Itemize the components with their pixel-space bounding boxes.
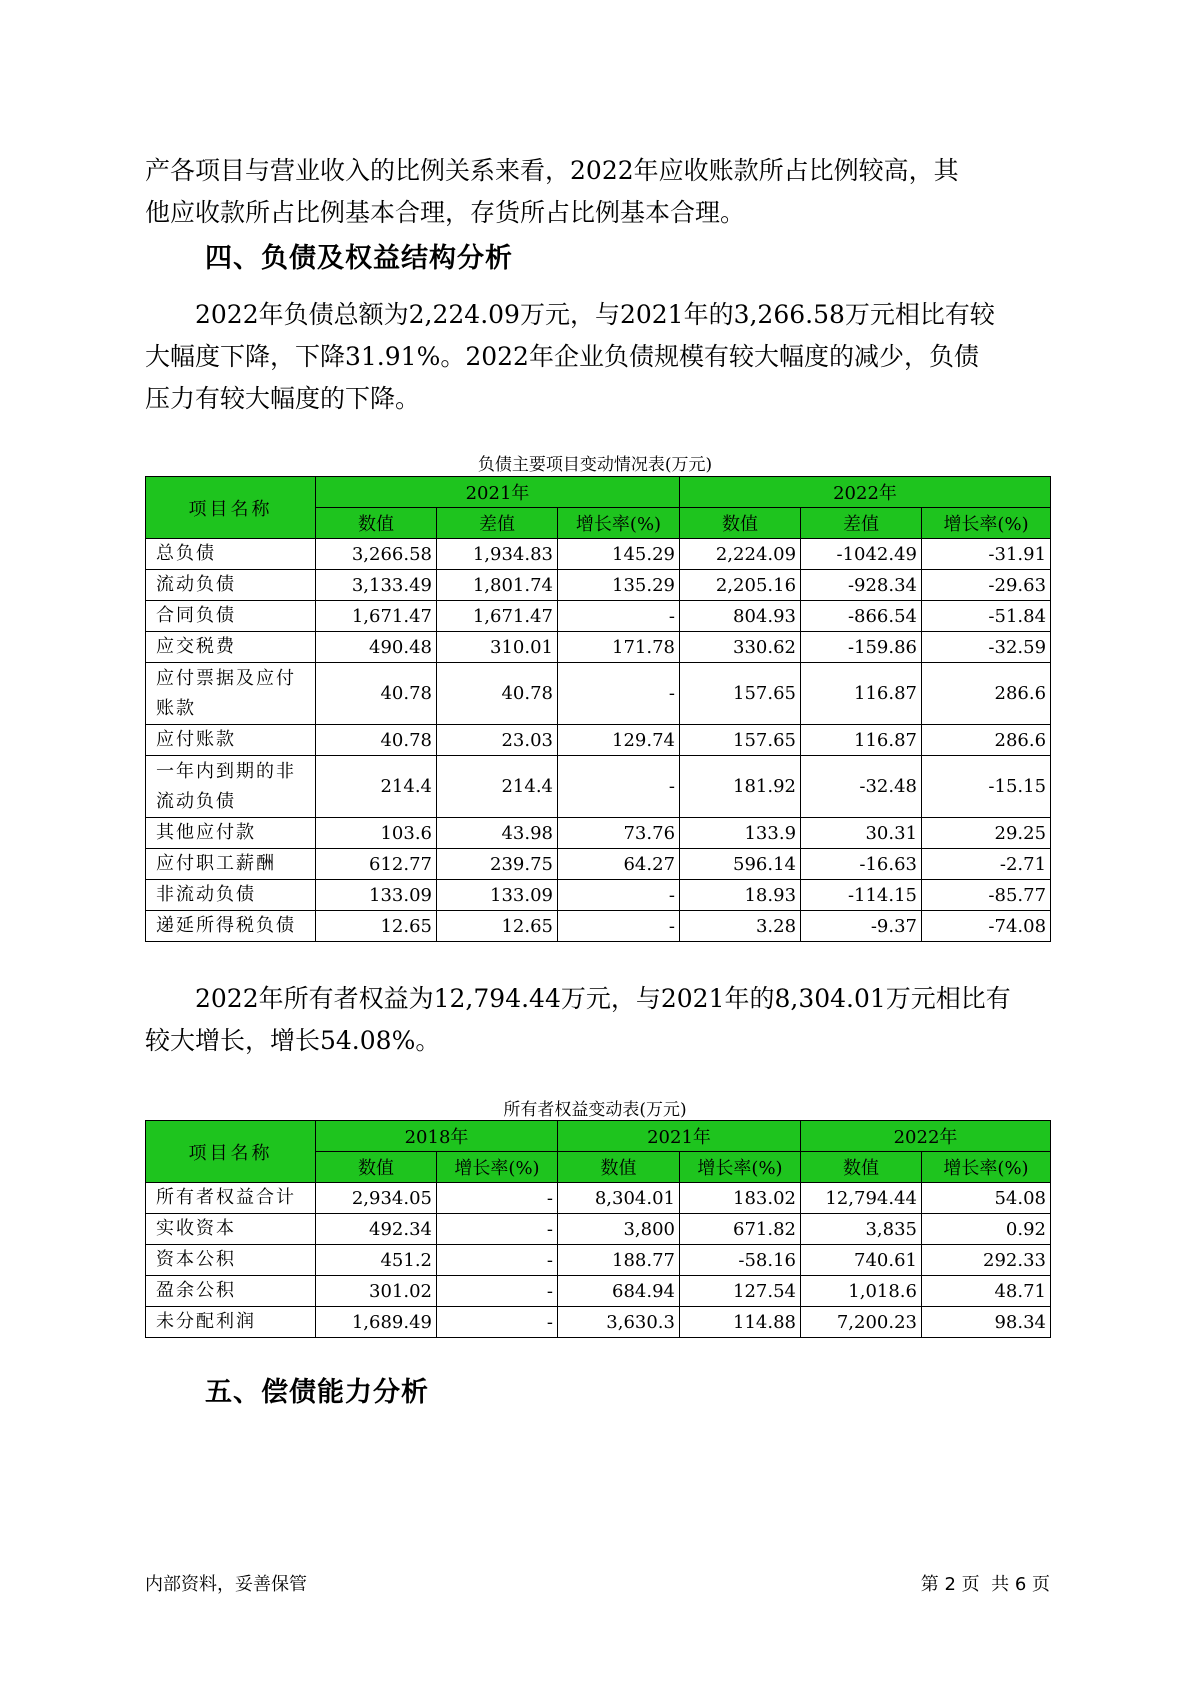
table-cell: -32.59 bbox=[922, 632, 1051, 663]
table-cell: 129.74 bbox=[558, 725, 680, 756]
equity-line: 较大增长，增长54.08%。 bbox=[145, 1026, 441, 1055]
table-cell: - bbox=[558, 663, 680, 725]
table-cell: 188.77 bbox=[558, 1245, 680, 1276]
row-label: 未分配利润 bbox=[146, 1307, 316, 1338]
table-cell: -74.08 bbox=[922, 911, 1051, 942]
table-cell: 451.2 bbox=[316, 1245, 437, 1276]
table-cell: 48.71 bbox=[922, 1276, 1051, 1307]
table-cell: 12.65 bbox=[316, 911, 437, 942]
table-cell: 157.65 bbox=[680, 725, 801, 756]
table-cell: 286.6 bbox=[922, 725, 1051, 756]
table-cell: 73.76 bbox=[558, 818, 680, 849]
section4-line: 压力有较大幅度的下降。 bbox=[145, 384, 421, 413]
table-cell: 492.34 bbox=[316, 1214, 437, 1245]
row-label: 流动负债 bbox=[146, 570, 316, 601]
table-cell: 286.6 bbox=[922, 663, 1051, 725]
table-cell: 114.88 bbox=[680, 1307, 801, 1338]
table-cell: 3,133.49 bbox=[316, 570, 437, 601]
table-cell: 29.25 bbox=[922, 818, 1051, 849]
table-cell: 12,794.44 bbox=[801, 1183, 922, 1214]
table-cell: -159.86 bbox=[801, 632, 922, 663]
table-cell: 612.77 bbox=[316, 849, 437, 880]
table-cell: 330.62 bbox=[680, 632, 801, 663]
table-row bbox=[146, 1307, 1051, 1338]
table-cell: 133.09 bbox=[316, 880, 437, 911]
page-number: 第 2 页 共 6 页 bbox=[920, 1574, 1050, 1595]
table-cell: -15.15 bbox=[922, 756, 1051, 818]
equity-line: 2022年所有者权益为12,794.44万元，与2021年的8,304.01万元相比有 bbox=[195, 984, 1011, 1013]
table-cell: 3.28 bbox=[680, 911, 801, 942]
row-label: 一年内到期的非流动负债 bbox=[146, 756, 316, 818]
table-cell: 127.54 bbox=[680, 1276, 801, 1307]
item-name-header: 项目名称 bbox=[146, 1121, 316, 1183]
table-cell: 804.93 bbox=[680, 601, 801, 632]
table-cell: 1,801.74 bbox=[437, 570, 558, 601]
table-cell: 740.61 bbox=[801, 1245, 922, 1276]
table-cell: -9.37 bbox=[801, 911, 922, 942]
row-label: 其他应付款 bbox=[146, 818, 316, 849]
table1-caption: 负债主要项目变动情况表(万元) bbox=[477, 455, 713, 475]
table-cell: 43.98 bbox=[437, 818, 558, 849]
table-cell: - bbox=[558, 880, 680, 911]
row-label: 资本公积 bbox=[146, 1245, 316, 1276]
growth-header: 增长率(%) bbox=[922, 1152, 1051, 1183]
table-cell: 30.31 bbox=[801, 818, 922, 849]
table-cell: 1,689.49 bbox=[316, 1307, 437, 1338]
row-label: 非流动负债 bbox=[146, 880, 316, 911]
table-cell: 310.01 bbox=[437, 632, 558, 663]
table-cell: 98.34 bbox=[922, 1307, 1051, 1338]
table-cell: 135.29 bbox=[558, 570, 680, 601]
table-cell: -51.84 bbox=[922, 601, 1051, 632]
table-cell: -29.63 bbox=[922, 570, 1051, 601]
row-label: 实收资本 bbox=[146, 1214, 316, 1245]
table-row bbox=[146, 756, 1051, 818]
liabilities-table bbox=[145, 476, 1051, 942]
growth-header: 增长率(%) bbox=[922, 508, 1051, 539]
year-header: 2022年 bbox=[801, 1121, 1051, 1152]
table-cell: -114.15 bbox=[801, 880, 922, 911]
table-row bbox=[146, 849, 1051, 880]
table-row bbox=[146, 880, 1051, 911]
table-cell: - bbox=[437, 1245, 558, 1276]
table-cell: 1,671.47 bbox=[316, 601, 437, 632]
table-cell: 292.33 bbox=[922, 1245, 1051, 1276]
table-cell: 103.6 bbox=[316, 818, 437, 849]
intro-line: 他应收款所占比例基本合理，存货所占比例基本合理。 bbox=[145, 198, 746, 227]
table-row bbox=[146, 725, 1051, 756]
table-row bbox=[146, 570, 1051, 601]
table-cell: 145.29 bbox=[558, 539, 680, 570]
table-row bbox=[146, 632, 1051, 663]
table-cell: 684.94 bbox=[558, 1276, 680, 1307]
table-cell: -928.34 bbox=[801, 570, 922, 601]
table-cell: 40.78 bbox=[316, 663, 437, 725]
table-row bbox=[146, 1245, 1051, 1276]
table-cell: 1,934.83 bbox=[437, 539, 558, 570]
table-cell: 7,200.23 bbox=[801, 1307, 922, 1338]
table-cell: 23.03 bbox=[437, 725, 558, 756]
equity-table bbox=[145, 1120, 1051, 1338]
table-cell: 18.93 bbox=[680, 880, 801, 911]
table-cell: 2,205.16 bbox=[680, 570, 801, 601]
table-row bbox=[146, 539, 1051, 570]
table-row bbox=[146, 1183, 1051, 1214]
table-cell: 116.87 bbox=[801, 663, 922, 725]
table-row bbox=[146, 1214, 1051, 1245]
row-label: 应交税费 bbox=[146, 632, 316, 663]
table-cell: 239.75 bbox=[437, 849, 558, 880]
year-header: 2021年 bbox=[316, 477, 680, 508]
table-row bbox=[146, 1276, 1051, 1307]
section5-heading: 五、偿债能力分析 bbox=[205, 1377, 429, 1408]
table-cell: 3,800 bbox=[558, 1214, 680, 1245]
table-cell: -16.63 bbox=[801, 849, 922, 880]
table-cell: 2,934.05 bbox=[316, 1183, 437, 1214]
row-label: 合同负债 bbox=[146, 601, 316, 632]
table-cell: -32.48 bbox=[801, 756, 922, 818]
equity-paragraph bbox=[145, 978, 1045, 1062]
year-header: 2021年 bbox=[558, 1121, 801, 1152]
value-header: 数值 bbox=[801, 1152, 922, 1183]
table-cell: 214.4 bbox=[437, 756, 558, 818]
table-cell: 490.48 bbox=[316, 632, 437, 663]
table-cell: -58.16 bbox=[680, 1245, 801, 1276]
item-name-header: 项目名称 bbox=[146, 477, 316, 539]
section4-line: 大幅度下降，下降31.91%。2022年企业负债规模有较大幅度的减少，负债 bbox=[145, 342, 979, 371]
table-cell: 2,224.09 bbox=[680, 539, 801, 570]
table-cell: - bbox=[558, 601, 680, 632]
section4-paragraph bbox=[145, 294, 1045, 420]
row-label: 盈余公积 bbox=[146, 1276, 316, 1307]
table-cell: 133.9 bbox=[680, 818, 801, 849]
diff-header: 差值 bbox=[437, 508, 558, 539]
table-cell: -85.77 bbox=[922, 880, 1051, 911]
table-cell: 596.14 bbox=[680, 849, 801, 880]
row-label: 应付票据及应付账款 bbox=[146, 663, 316, 725]
table-row bbox=[146, 818, 1051, 849]
table-row bbox=[146, 911, 1051, 942]
table2-caption: 所有者权益变动表(万元) bbox=[503, 1100, 687, 1120]
row-label: 应付职工薪酬 bbox=[146, 849, 316, 880]
table-cell: - bbox=[558, 756, 680, 818]
year-header: 2018年 bbox=[316, 1121, 558, 1152]
table-cell: 3,630.3 bbox=[558, 1307, 680, 1338]
value-header: 数值 bbox=[316, 1152, 437, 1183]
table-cell: -2.71 bbox=[922, 849, 1051, 880]
row-label: 应付账款 bbox=[146, 725, 316, 756]
table-cell: 40.78 bbox=[316, 725, 437, 756]
table-cell: - bbox=[437, 1276, 558, 1307]
table-cell: 64.27 bbox=[558, 849, 680, 880]
table-cell: 3,835 bbox=[801, 1214, 922, 1245]
intro-paragraph bbox=[145, 150, 1045, 234]
table-cell: 671.82 bbox=[680, 1214, 801, 1245]
table-row bbox=[146, 663, 1051, 725]
table-row bbox=[146, 601, 1051, 632]
value-header: 数值 bbox=[316, 508, 437, 539]
table-cell: 183.02 bbox=[680, 1183, 801, 1214]
growth-header: 增长率(%) bbox=[437, 1152, 558, 1183]
growth-header: 增长率(%) bbox=[680, 1152, 801, 1183]
table-cell: 301.02 bbox=[316, 1276, 437, 1307]
footer-note: 内部资料，妥善保管 bbox=[145, 1574, 307, 1595]
table-cell: 181.92 bbox=[680, 756, 801, 818]
row-label: 递延所得税负债 bbox=[146, 911, 316, 942]
table-cell: - bbox=[437, 1183, 558, 1214]
table-cell: - bbox=[437, 1214, 558, 1245]
table-cell: 54.08 bbox=[922, 1183, 1051, 1214]
table-cell: - bbox=[558, 911, 680, 942]
table-cell: -31.91 bbox=[922, 539, 1051, 570]
value-header: 数值 bbox=[558, 1152, 680, 1183]
row-label: 所有者权益合计 bbox=[146, 1183, 316, 1214]
table-cell: - bbox=[437, 1307, 558, 1338]
table-cell: -1042.49 bbox=[801, 539, 922, 570]
table-cell: 116.87 bbox=[801, 725, 922, 756]
table-cell: 0.92 bbox=[922, 1214, 1051, 1245]
table-cell: 40.78 bbox=[437, 663, 558, 725]
section4-line: 2022年负债总额为2,224.09万元，与2021年的3,266.58万元相比有较 bbox=[195, 300, 995, 329]
table-cell: 12.65 bbox=[437, 911, 558, 942]
section4-heading: 四、负债及权益结构分析 bbox=[205, 243, 513, 274]
table-cell: 3,266.58 bbox=[316, 539, 437, 570]
diff-header: 差值 bbox=[801, 508, 922, 539]
table-cell: 171.78 bbox=[558, 632, 680, 663]
table-cell: 214.4 bbox=[316, 756, 437, 818]
table-cell: -866.54 bbox=[801, 601, 922, 632]
value-header: 数值 bbox=[680, 508, 801, 539]
table-cell: 1,018.6 bbox=[801, 1276, 922, 1307]
table-cell: 1,671.47 bbox=[437, 601, 558, 632]
table-cell: 8,304.01 bbox=[558, 1183, 680, 1214]
growth-header: 增长率(%) bbox=[558, 508, 680, 539]
table-cell: 157.65 bbox=[680, 663, 801, 725]
intro-line: 产各项目与营业收入的比例关系来看，2022年应收账款所占比例较高，其 bbox=[145, 156, 959, 185]
row-label: 总负债 bbox=[146, 539, 316, 570]
table-cell: 133.09 bbox=[437, 880, 558, 911]
year-header: 2022年 bbox=[680, 477, 1051, 508]
